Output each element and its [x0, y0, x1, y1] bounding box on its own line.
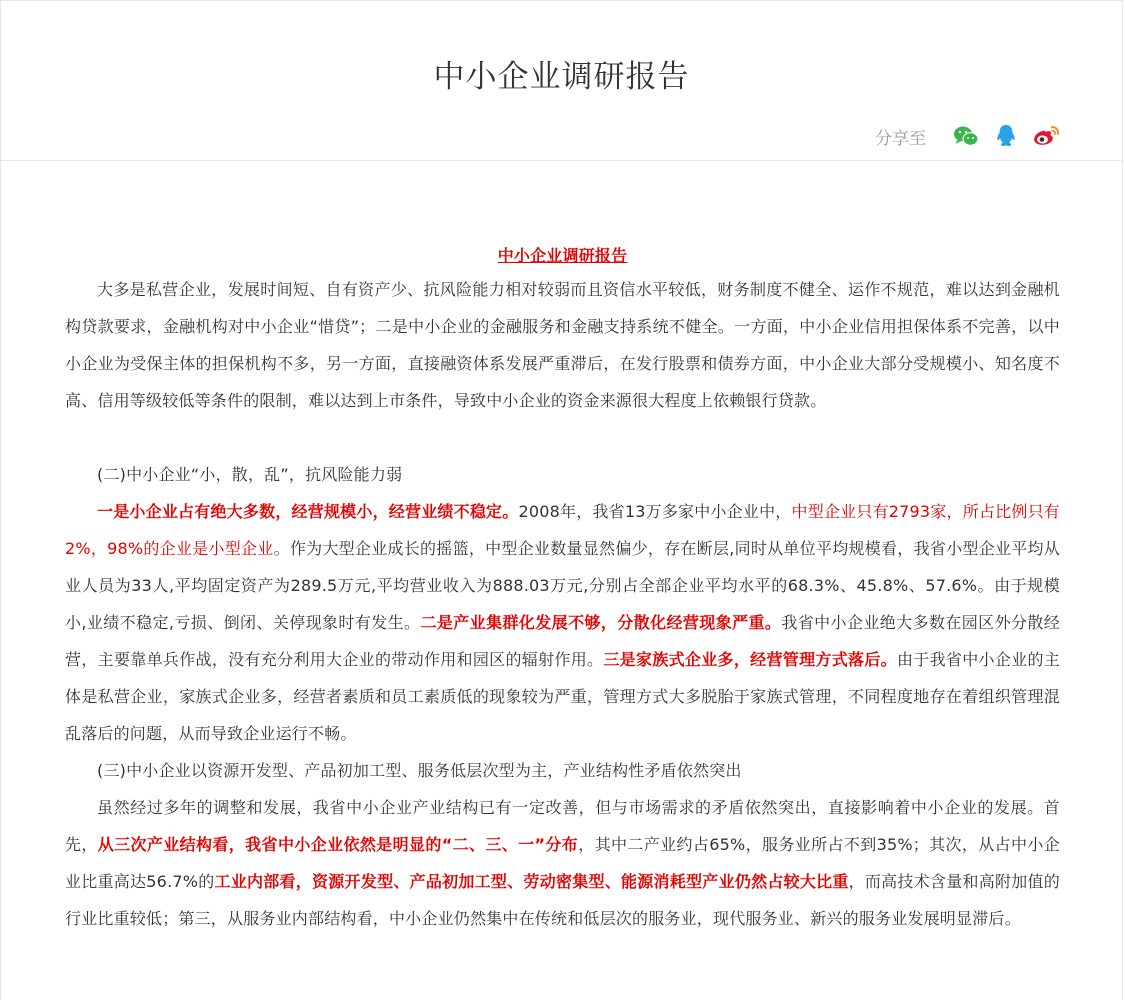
- body-text: ，而高技术含量和高附加值的行业比重较低；第三，从服务业内部结构看，中小企业仍然集中在传统和低层次的服务业，现代服务业、新兴的服务业发展明显滞后。: [65, 872, 1060, 928]
- body-text: 2008年，我省13万多家中小企业中，: [518, 502, 792, 521]
- weibo-icon: [1032, 124, 1060, 148]
- wechat-share-button[interactable]: [952, 122, 980, 150]
- body-text: 虽然经过多年的调整和发展，我省中小企业产业结构已有一定改善，但与市场需求的矛盾依然突出，直接影响着中小企业的发展。首先，: [65, 798, 1060, 854]
- body-text: ，其中二产业约占65%，服务业所占不到35%；其次，从占中小企业比重高达56.7%的: [65, 835, 1060, 891]
- weibo-share-button[interactable]: [1032, 122, 1060, 150]
- share-label: 分享至: [875, 128, 926, 149]
- highlight-text: 三是家族式企业多，经营管理方式落后。: [603, 650, 897, 669]
- qq-icon: [995, 124, 1017, 148]
- qq-share-button[interactable]: [992, 122, 1020, 150]
- body-text: 。作为大型企业成长的摇篮，中型企业数量显然偏少，存在断层,同时从单位平均规模看，我省小型企业平均从业人员为33人,平均固定资产为289.5万元,平均营业收入为888.03万元,分别占全部企业平均水平的68.3%、45.8%、57.6%。由于规模小,业绩不稳定,亏损、倒闭、关停现象时有发生。: [65, 539, 1060, 632]
- highlight-text: 一是小企业占有绝大多数，经营规模小，经营业绩不稳定。: [97, 502, 519, 521]
- body-text: 我省中小企业绝大多数在园区外分散经营，主要靠单兵作战，没有充分利用大企业的带动作用和园区的辐射作用。: [65, 613, 1060, 669]
- section-heading-3: (三)中小企业以资源开发型、产品初加工型、服务低层次型为主，产业结构性矛盾依然突出: [97, 761, 742, 780]
- spacer: [65, 419, 1060, 456]
- header: [1, 1, 1122, 161]
- article-title: 中小企业调研报告: [497, 246, 628, 265]
- highlight-text: 从三次产业结构看，我省中小企业依然是明显的“二、三、一”分布: [97, 835, 579, 854]
- share-bar: [875, 121, 1060, 151]
- body-text: 由于我省中小企业的主体是私营企业，家族式企业多，经营者素质和员工素质低的现象较为严重，管理方式大多脱胎于家族式管理，不同程度地存在着组织管理混乱落后的问题，从而导致企业运行不畅。: [65, 650, 1060, 743]
- paragraph-3: [65, 789, 1060, 937]
- paragraph-1: 大多是私营企业，发展时间短、自有资产少、抗风险能力相对较弱而且资信水平较低，财务制度不健全、运作不规范，难以达到金融机构贷款要求，金融机构对中小企业“惜贷”；二是中小企业的金融服务和金融支持系统不健全。一方面，中小企业信用担保体系不完善，以中小企业为受保主体的担保机构不多，另一方面，直接融资体系发展严重滞后，在发行股票和债券方面，中小企业大部分受规模小、知名度不高、信用等级较低等条件的限制，难以达到上市条件，导致中小企业的资金来源很大程度上依赖银行贷款。: [65, 280, 1060, 410]
- paragraph-2: [65, 493, 1060, 752]
- page-title: 中小企业调研报告: [433, 59, 690, 95]
- article-body: [65, 241, 1060, 937]
- highlight-text: 中型企业只有2793家，所占比例只有2%，98%的企业是小型企业: [65, 502, 1060, 558]
- highlight-text: 工业内部看，资源开发型、产品初加工型、劳动密集型、能源消耗型产业仍然占较大比重: [214, 872, 849, 891]
- highlight-text: 二是产业集群化发展不够，分散化经营现象严重。: [420, 613, 782, 632]
- wechat-icon: [953, 125, 979, 147]
- section-heading-2: (二)中小企业“小，散，乱”，抗风险能力弱: [97, 465, 403, 484]
